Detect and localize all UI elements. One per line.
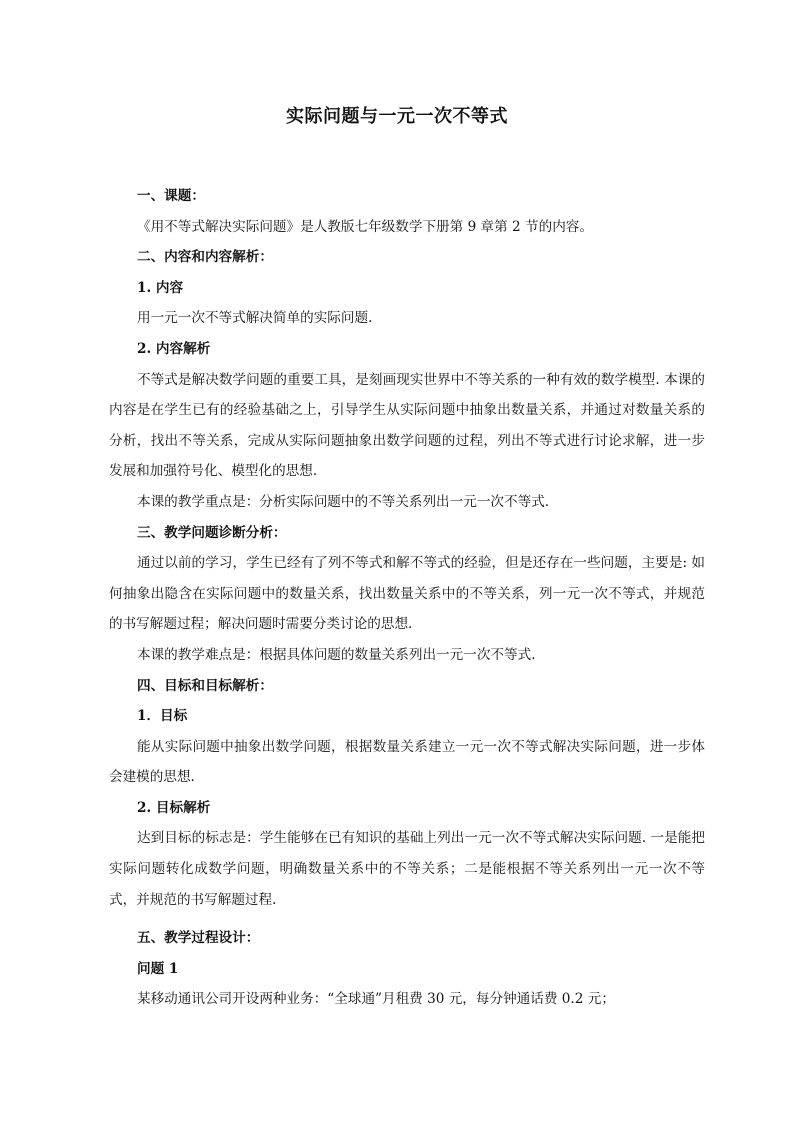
- subheading-goal-analysis: 2. 目标解析: [137, 799, 211, 816]
- subheading-content-analysis: 2. 内容解析: [137, 340, 211, 357]
- document-body: [109, 181, 705, 1015]
- paragraph-teaching-focus: 本课的教学重点是：分析实际问题中的不等关系列出一元一次不等式.: [137, 493, 550, 510]
- paragraph-topic: 《用不等式解决实际问题》是人教版七年级数学下册第 9 章第 2 节的内容。: [137, 218, 593, 235]
- subheading-goals: 1．目标: [137, 708, 188, 725]
- paragraph-teaching-difficulty: 本课的教学难点是：根据具体问题的数量关系列出一元一次不等式.: [137, 646, 536, 663]
- paragraph-content: 用一元一次不等式解决简单的实际问题.: [137, 310, 373, 327]
- section-heading-content: 二、内容和内容解析：: [137, 249, 273, 266]
- document-title: 实际问题与一元一次不等式: [286, 106, 508, 127]
- subheading-content: 1. 内容: [137, 279, 184, 296]
- section-heading-topic: 一、课题：: [137, 188, 205, 204]
- paragraph-content-analysis: 不等式是解决数学问题的重要工具，是刻画现实世界中不等关系的一种有效的数学模型. 本课的内容是在学生已有的经验基础之上，引导学生从实际问题中抽象出数量关系，并通过对数量关系的分析，找出不等关系，完成从实际问题抽象出数学问题的过程，列出不等式进行讨论求解，进一步发展和加强符号化、模型化的思想.: [109, 371, 705, 480]
- subheading-question-1: 问题 1: [137, 960, 179, 977]
- section-heading-goals: 四、目标和目标解析：: [137, 677, 273, 694]
- paragraph-goals: 能从实际问题中抽象出数学问题，根据数量关系建立一元一次不等式解决实际问题，进一步体会建模的思想.: [109, 738, 705, 786]
- paragraph-question-1: 某移动通讯公司开设两种业务：“全球通”月租费 30 元，每分钟通话费 0.2 元；: [137, 991, 615, 1008]
- section-heading-process: 五、教学过程设计：: [137, 930, 260, 947]
- section-heading-diagnosis: 三、教学问题诊断分析：: [137, 524, 287, 541]
- paragraph-goal-analysis: 达到目标的标志是：学生能够在已有知识的基础上列出一元一次不等式解决实际问题. 一是能把实际问题转化成数学问题，明确数量关系中的不等关系；二是能根据不等关系列出一元一次不等式，并规范的书写解题过程.: [109, 830, 705, 908]
- paragraph-diagnosis: 通过以前的学习，学生已经有了列不等式和解不等式的经验，但是还存在一些问题，主要是: 如何抽象出隐含在实际问题中的数量关系，找出数量关系中的不等关系，列一元一次不等式，并规范的书写解题过程；解决问题时需要分类讨论的思想.: [109, 555, 705, 633]
